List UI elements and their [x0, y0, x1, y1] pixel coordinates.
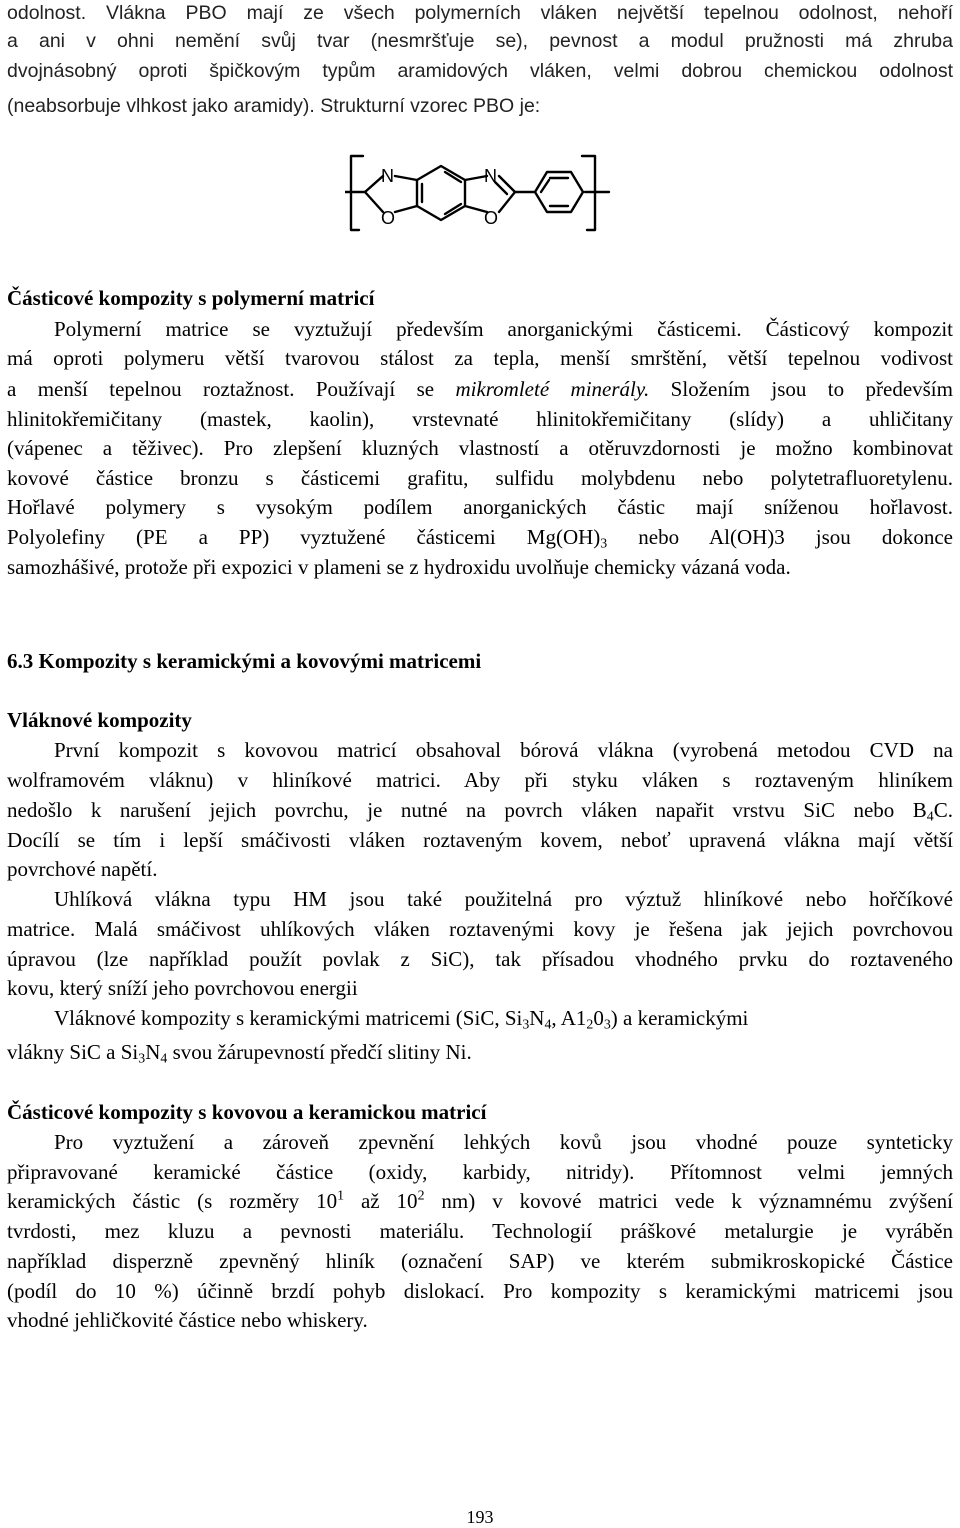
paragraph-line: keramických částic (s rozměry $10^1$ až $10^2$ nm) v kovové matrici vede k významnému zvýšení [7, 1187, 953, 1213]
pbo-structural-formula [345, 140, 615, 240]
nitrogen-label: N [381, 166, 394, 186]
paragraph-line: připravované keramické částice (oxidy, karbidy, nitridy). Přítomnost velmi jemných [7, 1160, 953, 1184]
page-number: 193 [466, 1507, 494, 1527]
oxygen-label: O [484, 208, 499, 228]
intro-line: a ani v ohni nemění svůj tvar (nesmršťuje se), pevnost a modul pružnosti má zhruba [7, 30, 953, 52]
paragraph-line: povrchové napětí. [7, 857, 158, 881]
nitrogen-label: N [484, 166, 497, 186]
paragraph-line: vhodné jehličkovité částice nebo whiskery. [7, 1308, 368, 1332]
intro-line: (neabsorbuje vlhkost jako aramidy). Strukturní vzorec PBO je: [7, 95, 541, 117]
paragraph-line: nedošlo k narušení jejich povrchu, je nutné na povrch vláken napařit vrstvu SiC nebo $B_4C$. [7, 798, 953, 824]
paragraph-line: úpravou (lze například použít povlak z SiC), tak přísadou vhodného prvku do roztaveného [7, 947, 953, 971]
paragraph-line: například disperzně zpevněný hliník (označení SAP) ve kterém submikroskopické Částice [7, 1249, 953, 1273]
paragraph-line: (podíl do 10 %) účinně brzdí pohyb dislokací. Pro kompozity s keramickými matricemi jsou [7, 1279, 953, 1303]
paragraph-line: má oproti polymeru větší tvarovou stálost za tepla, menší smrštění, větší tepelnou vodivost [7, 346, 953, 370]
oxygen-label: O [381, 208, 396, 228]
paragraph-line: vlákny SiC a $Si_3N_4$ svou žárupevností předčí slitiny Ni. [7, 1040, 472, 1066]
paragraph-line: Hořlavé polymery s vysokým podílem anorganických částic mají sníženou hořlavost. [7, 495, 953, 519]
paragraph-line: Pro vyztužení a zároveň zpevnění lehkých kovů jsou vhodné pouze synteticky [54, 1130, 953, 1154]
section-heading: Vláknové kompozity [7, 708, 192, 732]
paragraph-line: Polymerní matrice se vyztužují především anorganickými částicemi. Částicový kompozit [54, 317, 953, 341]
paragraph-line: Uhlíková vlákna typu HM jsou také použitelná pro výztuž hliníkové nebo hořčíkové [54, 887, 953, 911]
paragraph-line: První kompozit s kovovou matricí obsahoval bórová vlákna (vyrobená metodou CVD na [54, 738, 953, 762]
intro-line: odolnost. Vlákna PBO mají ze všech polymerních vláken největší tepelnou odolnost, nehoří [7, 2, 953, 24]
chapter-heading: 6.3 Kompozity s keramickými a kovovými matricemi [7, 649, 482, 673]
intro-line: dvojnásobný oproti špičkovým typům aramidových vláken, velmi dobrou chemickou odolnost [7, 60, 953, 82]
paragraph-line: tvrdosti, mez kluzu a pevnosti materiálu. Technologií práškové metalurgie je vyráběn [7, 1219, 953, 1243]
paragraph-line: (vápenec a těživec). Pro zlepšení kluzných vlastností a otěruvzdornosti je možno kombinovat [7, 436, 953, 460]
paragraph-line: a menší tepelnou roztažnost. Používají se mikromleté minerály. Složením jsou to především [7, 377, 953, 401]
paragraph-line: kovové částice bronzu s částicemi grafitu, sulfidu molybdenu nebo polytetrafluoretylenu. [7, 466, 953, 490]
section-heading: Částicové kompozity s polymerní matricí [7, 286, 375, 310]
paragraph-line: matrice. Malá smáčivost uhlíkových vláken roztavenými kovy je řešena jak jejich povrchovou [7, 917, 953, 941]
paragraph-line: samozhášivé, protože při expozici v plameni se z hydroxidu uvolňuje chemicky vázaná voda. [7, 555, 791, 579]
paragraph-line: hlinitokřemičitany (mastek, kaolin), vrstevnaté hlinitokřemičitany (slídy) a uhličitany [7, 407, 953, 431]
section-heading: Částicové kompozity s kovovou a keramickou matricí [7, 1100, 487, 1124]
paragraph-line: Vláknové kompozity s keramickými matricemi (SiC, $Si_3N_4$, $A1_20_3$) a keramickými [54, 1006, 749, 1032]
paragraph-line: Docílí se tím i lepší smáčivosti vláken roztaveným kovem, neboť upravená vlákna mají větší [7, 828, 953, 852]
paragraph-line: wolframovém vláknu) v hliníkové matrici. Aby při styku vláken s roztaveným hliníkem [7, 768, 953, 792]
paragraph-line: kovu, který sníží jeho povrchovou energii [7, 976, 358, 1000]
paragraph-line: Polyolefiny (PE a PP) vyztužené částicemi $Mg(OH)_3$ nebo Al(OH)3 jsou dokonce [7, 525, 953, 551]
